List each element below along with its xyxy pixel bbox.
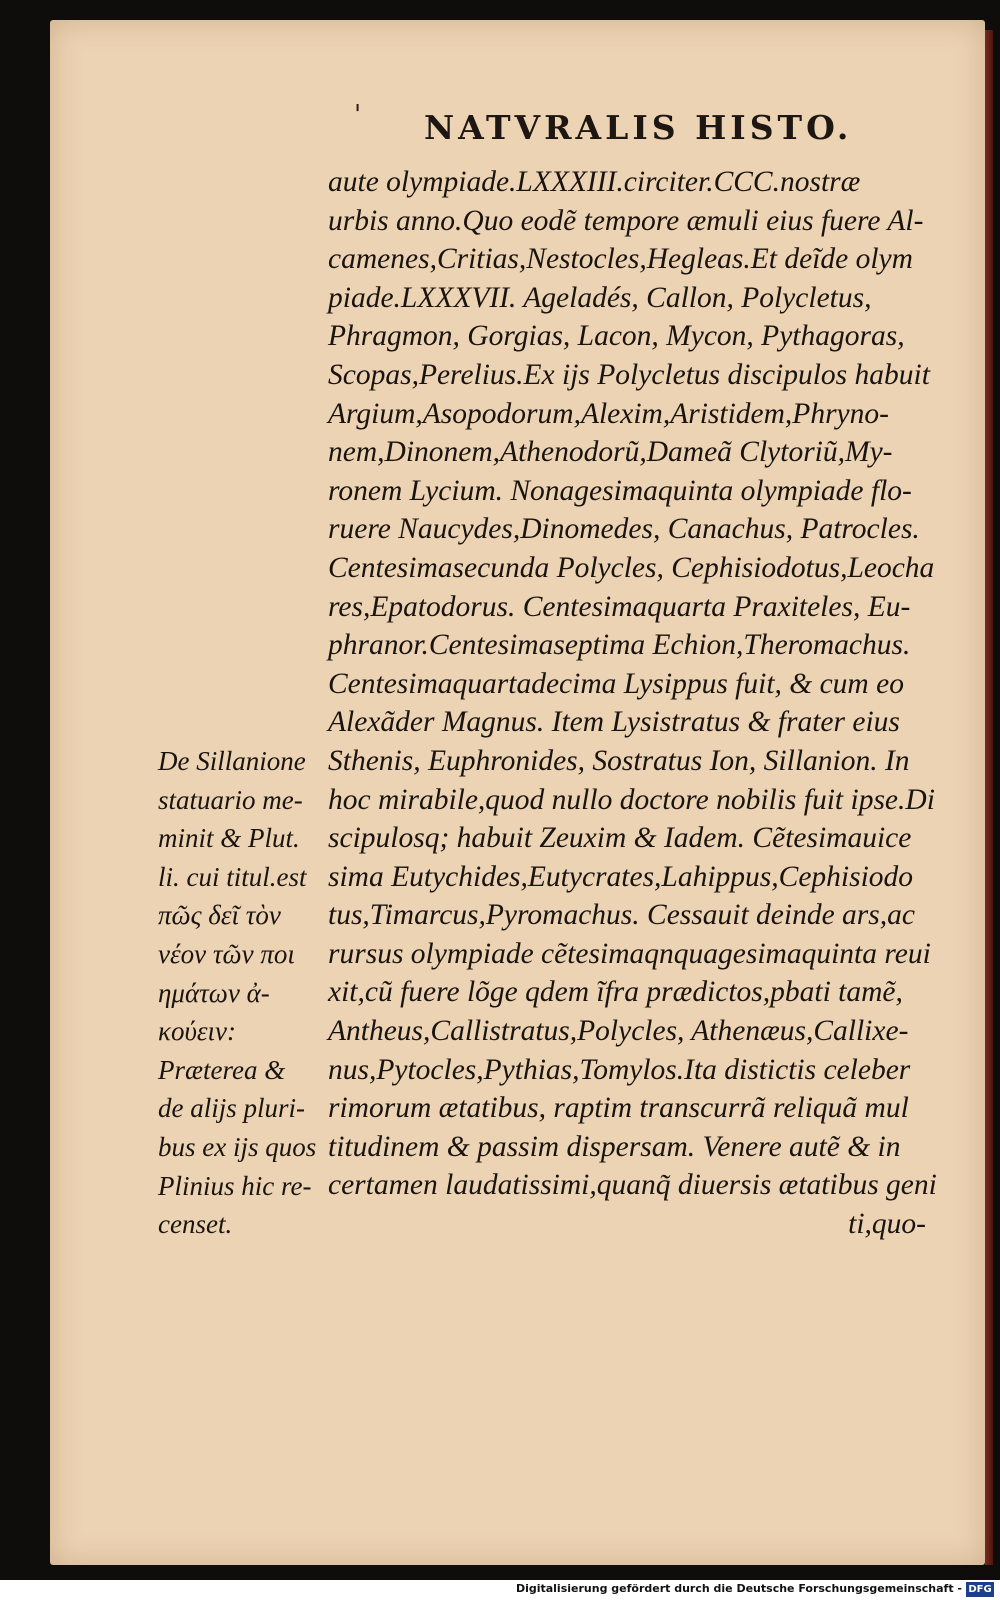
text-line: Centesimaquartadecima Lysippus fuit, & cum eo — [328, 667, 904, 700]
margin-note-line: minit & Plut. — [158, 823, 300, 854]
margin-note-line: πῶς δεῖ τὸν — [158, 900, 281, 931]
text-line: xit,cũ fuere lõge qdem ĩfra prædictos,pbati tamẽ, — [328, 976, 903, 1009]
text-line: nem,Dinonem,Athenodorũ,Dameã Clytoriũ,My- — [328, 436, 893, 469]
text-line: rursus olympiade cẽtesimaqnquagesimaquinta reui — [328, 937, 931, 970]
running-head: NATVRALIS HISTO. — [424, 108, 853, 147]
text-line: urbis anno.Quo eodẽ tempore æmuli eius fuere Al- — [328, 204, 924, 237]
text-line: Argium,Asopodorum,Alexim,Aristidem,Phryno- — [328, 397, 889, 430]
text-line: Scopas,Perelius.Ex ijs Polycletus discipulos habuit — [328, 358, 930, 391]
text-line: Phragmon, Gorgias, Lacon, Mycon, Pythagoras, — [328, 320, 905, 353]
footer-bar — [0, 1580, 1000, 1600]
text-line: aute olympiade.LXXXIII.circiter.CCC.nostræ — [328, 166, 861, 198]
text-line-catchword: ti,quo- — [848, 1208, 926, 1241]
text-line: ronem Lycium. Nonagesimaquinta olympiade flo- — [328, 474, 912, 507]
margin-note-line: νέον τῶν ποι — [158, 938, 295, 969]
margin-note-line: li. cui titul.est — [158, 861, 307, 892]
text-line: tus,Timarcus,Pyromachus. Cessauit deinde ars,ac — [328, 899, 915, 932]
text-line: hoc mirabile,quod nullo doctore nobilis fuit ipse.Di — [328, 783, 935, 816]
text-line: Antheus,Callistratus,Polycles, Athenæus,Callixe- — [328, 1015, 909, 1048]
text-line: phranor.Centesimaseptima Echion,Theromachus. — [328, 629, 911, 662]
dfg-logo: DFG — [966, 1582, 994, 1597]
page-edge — [985, 30, 993, 1565]
text-line: Sthenis, Euphronides, Sostratus Ion, Sillanion. In — [328, 744, 910, 777]
text-line: camenes,Critias,Nestocles,Hegleas.Et deĩde olym — [328, 243, 913, 276]
margin-note-line: Plinius hic re- — [158, 1170, 312, 1201]
margin-note-line: statuario me- — [158, 784, 303, 815]
margin-note-line: Præterea & — [158, 1054, 286, 1085]
text-line: scipulosq; habuit Zeuxim & Iadem. Cẽtesimauice — [328, 822, 912, 855]
margin-note-line: ημάτων ἀ- — [158, 977, 270, 1008]
text-line: ruere Naucydes,Dinomedes, Canachus, Patrocles. — [328, 513, 920, 546]
text-line: res,Epatodorus. Centesimaquarta Praxiteles, Eu- — [328, 590, 911, 623]
text-line: certamen laudatissimi,quanq̃ diuersis ætatibus geni — [328, 1169, 937, 1202]
funding-notice: Digitalisierung gefördert durch die Deutsche Forschungsgemeinschaft - — [515, 1582, 962, 1595]
text-line: piade.LXXXVII. Ageladés, Callon, Polycletus, — [328, 281, 872, 314]
margin-note-line: censet. — [158, 1209, 233, 1240]
main-text-block — [328, 163, 936, 1244]
text-line: titudinem & passim dispersam. Venere autẽ & in — [328, 1130, 901, 1163]
text-line: sima Eutychides,Eutycrates,Lahippus,Cephisiodo — [328, 860, 914, 893]
margin-note-line: bus ex ijs quos — [158, 1131, 317, 1162]
margin-note-line: de alijs pluri- — [158, 1093, 305, 1124]
text-line: Alexãder Magnus. Item Lysistratus & frater eius — [328, 706, 900, 739]
header-mark: ' — [354, 100, 362, 130]
text-line: rimorum ætatibus, raptim transcurrã reliquã mul — [328, 1092, 909, 1125]
margin-note-line: κούειν: — [158, 1016, 236, 1047]
margin-note-line: De Sillanione — [158, 746, 306, 776]
margin-note — [158, 742, 328, 1244]
text-line: Centesimasecunda Polycles, Cephisiodotus,Leocha — [328, 551, 935, 584]
text-line: nus,Pytocles,Pythias,Tomylos.Ita distictis celeber — [328, 1053, 911, 1086]
